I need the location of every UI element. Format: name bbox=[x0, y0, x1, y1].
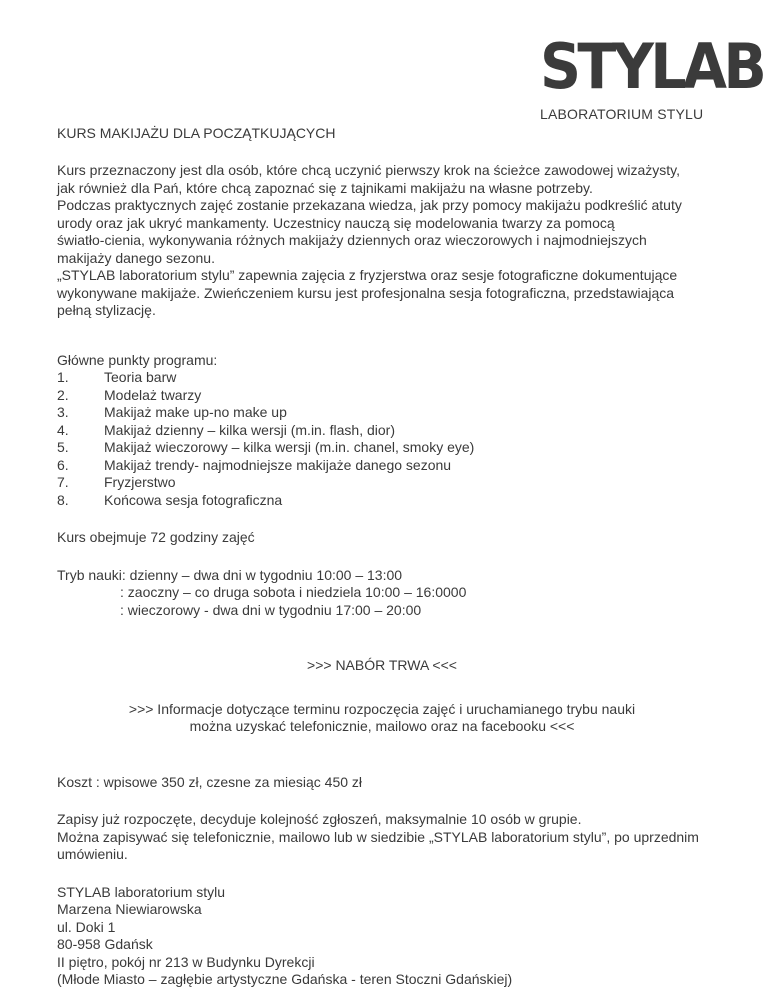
signup-line: umówieniu. bbox=[57, 846, 128, 862]
logo-wordmark: STYLAB bbox=[540, 30, 764, 103]
list-text: Makijaż dzienny – kilka wersji (m.in. flash, dior) bbox=[104, 421, 395, 438]
study-mode bbox=[57, 567, 707, 620]
signup-line: Można zapisywać się telefonicznie, mailowo lub w siedzibie „STYLAB laboratorium stylu”, po uprzednim bbox=[57, 828, 699, 845]
page-title: KURS MAKIJAŻU DLA POCZĄTKUJĄCYCH bbox=[57, 125, 336, 141]
list-number: 6. bbox=[57, 456, 69, 473]
intro-line: wykonywane makijaże. Zwieńczeniem kursu jest profesjonalna sesja fotograficzna, przedstawiająca bbox=[57, 284, 675, 301]
intro-line: jak również dla Pań, które chcą zapoznać się z tajnikami makijażu na własne potrzeby. bbox=[57, 179, 593, 196]
intro-line: Kurs przeznaczony jest dla osób, które chcą uczynić pierwszy krok na ścieżce zawodowej wizażysty, bbox=[57, 162, 680, 178]
cost-line: Koszt : wpisowe 350 zł, czesne za miesiąc 450 zł bbox=[57, 773, 363, 790]
list-item bbox=[57, 369, 707, 387]
list-text: Teoria barw bbox=[104, 369, 177, 385]
program-section bbox=[57, 352, 707, 510]
list-item bbox=[57, 404, 707, 422]
document-body bbox=[57, 125, 707, 989]
logo-subtitle: LABORATORIUM STYLU bbox=[540, 106, 704, 122]
list-text: Modelaż twarzy bbox=[104, 386, 202, 403]
mode-line-day: Tryb nauki: dzienny – dwa dni w tygodniu 10:00 – 13:00 bbox=[57, 566, 403, 583]
address-block bbox=[57, 884, 707, 989]
signup-line: Zapisy już rozpoczęte, decyduje kolejność zgłoszeń, maksymalnie 10 osób w grupie. bbox=[57, 811, 582, 827]
mode-line-evening: : wieczorowy - dwa dni w tygodniu 17:00 – 20:00 bbox=[120, 601, 422, 618]
program-list bbox=[57, 369, 707, 509]
list-number: 8. bbox=[57, 491, 69, 508]
info-line: można uzyskać telefonicznie, mailowo oraz na facebooku <<< bbox=[189, 718, 575, 734]
list-item bbox=[57, 387, 707, 405]
address-line: (Młode Miasto – zagłębie artystyczne Gdańska - teren Stoczni Gdańskiej) bbox=[57, 971, 513, 987]
list-text: Makijaż make up-no make up bbox=[104, 404, 287, 420]
list-number: 4. bbox=[57, 421, 69, 438]
list-item bbox=[57, 492, 707, 510]
address-line: Marzena Niewiarowska bbox=[57, 901, 202, 917]
list-number: 7. bbox=[57, 474, 69, 490]
list-item bbox=[57, 474, 707, 492]
intro-line: światło-cienia, wykonywania różnych makijaży dziennych oraz wieczorowych i najmodniejszych bbox=[57, 232, 647, 248]
info-line: >>> Informacje dotyczące terminu rozpoczęcia zajęć i uruchamianego trybu nauki bbox=[128, 700, 636, 717]
list-text: Fryzjerstwo bbox=[104, 474, 176, 490]
stylab-logo bbox=[540, 30, 764, 122]
list-item bbox=[57, 457, 707, 475]
address-line: ul. Doki 1 bbox=[57, 918, 116, 935]
list-number: 3. bbox=[57, 404, 69, 420]
intro-line: makijaży danego sezonu. bbox=[57, 249, 215, 266]
list-number: 1. bbox=[57, 369, 69, 385]
list-text: Makijaż trendy- najmodniejsze makijaże danego sezonu bbox=[104, 456, 452, 473]
list-text: Końcowa sesja fotograficzna bbox=[104, 491, 283, 508]
intro-paragraph bbox=[57, 162, 707, 320]
intro-line: Podczas praktycznych zajęć zostanie przekazana wiedza, jak przy pomocy makijażu podkreślić atuty bbox=[57, 197, 682, 213]
address-line: II piętro, pokój nr 213 w Budynku Dyrekcji bbox=[57, 953, 315, 970]
intro-line: urody oraz jak ukryć mankamenty. Uczestnicy nauczą się modelowania twarzy za pomocą bbox=[57, 214, 615, 231]
list-number: 2. bbox=[57, 386, 69, 403]
mode-line-weekend: : zaoczny – co druga sobota i niedziela 10:00 – 16:0000 bbox=[120, 584, 467, 600]
info-notice bbox=[57, 701, 707, 736]
intro-line: pełną stylizację. bbox=[57, 302, 156, 318]
list-text: Makijaż wieczorowy – kilka wersji (m.in. chanel, smoky eye) bbox=[104, 439, 475, 455]
list-item bbox=[57, 439, 707, 457]
address-line: STYLAB laboratorium stylu bbox=[57, 883, 226, 900]
intro-line: „STYLAB laboratorium stylu” zapewnia zajęcia z fryzjerstwa oraz sesje fotograficzne dokumentujące bbox=[57, 267, 678, 283]
list-item bbox=[57, 422, 707, 440]
list-number: 5. bbox=[57, 439, 69, 455]
program-heading: Główne punkty programu: bbox=[57, 351, 218, 368]
signup-section bbox=[57, 811, 707, 864]
recruitment-notice: >>> NABÓR TRWA <<< bbox=[307, 657, 457, 673]
course-hours: Kurs obejmuje 72 godziny zajęć bbox=[57, 529, 255, 545]
address-line: 80-958 Gdańsk bbox=[57, 936, 153, 952]
